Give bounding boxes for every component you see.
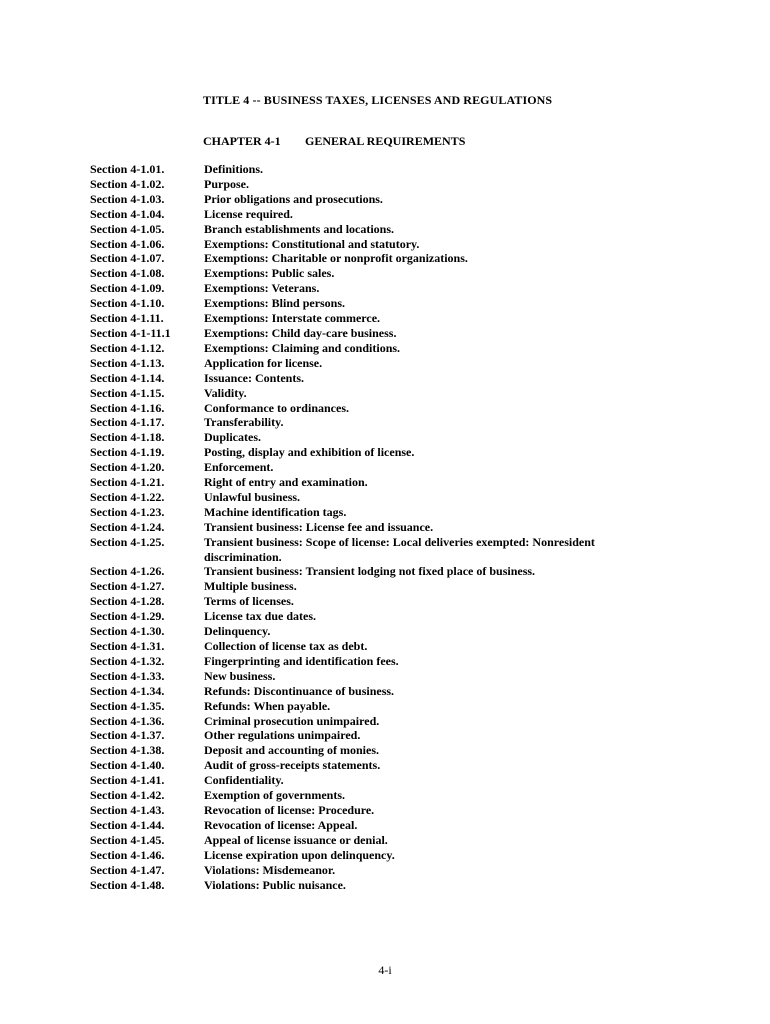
section-title: Refunds: Discontinuance of business.	[204, 683, 395, 698]
section-entry	[90, 758, 650, 773]
section-entry	[90, 326, 650, 341]
section-title: License tax due dates.	[204, 609, 316, 624]
section-entry	[90, 684, 650, 699]
section-title: Exemptions: Public sales.	[204, 266, 335, 281]
section-number: Section 4-1.34.	[90, 683, 165, 698]
section-entry	[90, 833, 650, 848]
section-title: Exemptions: Constitutional and statutory.	[204, 236, 420, 251]
section-entry	[90, 773, 650, 788]
section-entry	[90, 639, 650, 654]
section-title: Posting, display and exhibition of license.	[204, 445, 415, 460]
section-entry	[90, 863, 650, 878]
section-title: Audit of gross-receipts statements.	[204, 758, 381, 773]
section-entry	[90, 281, 650, 296]
section-number: Section 4-1.21.	[90, 475, 165, 490]
section-title: Delinquency.	[204, 624, 271, 639]
section-entry	[90, 445, 650, 460]
section-title: Refunds: When payable.	[204, 698, 331, 713]
section-number: Section 4-1.27.	[90, 579, 165, 594]
section-title: Enforcement.	[204, 460, 274, 475]
section-entry	[90, 788, 650, 803]
section-entry	[90, 460, 650, 475]
section-number: Section 4-1.24.	[90, 519, 165, 534]
document-title: TITLE 4 -- BUSINESS TAXES, LICENSES AND REGULATIONS	[203, 93, 553, 107]
section-title: Duplicates.	[204, 430, 261, 445]
section-title: Collection of license tax as debt.	[204, 639, 368, 653]
section-title: Revocation of license: Procedure.	[204, 802, 375, 817]
section-title: Transient business: Scope of license: Local deliveries exempted: Nonresident discrimination.	[204, 534, 595, 564]
section-title: Multiple business.	[204, 579, 297, 594]
section-title: Conformance to ordinances.	[204, 400, 349, 415]
section-number: Section 4-1.09.	[90, 281, 165, 296]
section-title: Prior obligations and prosecutions.	[204, 191, 383, 206]
section-title: Exemptions: Claiming and conditions.	[204, 340, 401, 355]
section-title: New business.	[204, 668, 276, 683]
section-number: Section 4-1.42.	[90, 788, 165, 803]
section-number: Section 4-1.14.	[90, 370, 165, 385]
section-title: Exemptions: Blind persons.	[204, 296, 346, 311]
section-entry	[90, 803, 650, 818]
section-entry	[90, 237, 650, 252]
section-number: Section 4-1.22.	[90, 489, 165, 504]
section-number: Section 4-1.04.	[90, 206, 165, 221]
section-title: Exemptions: Veterans.	[204, 281, 320, 296]
section-number: Section 4-1.33.	[90, 668, 165, 683]
section-title: Violations: Misdemeanor.	[204, 862, 336, 877]
section-number: Section 4-1.35.	[90, 698, 165, 713]
chapter-heading	[203, 134, 465, 149]
section-title: Transferability.	[204, 415, 284, 430]
section-title: Transient business: Transient lodging not fixed place of business.	[204, 564, 536, 579]
section-number: Section 4-1.45.	[90, 832, 165, 847]
section-entry	[90, 475, 650, 490]
section-entry	[90, 564, 650, 579]
section-number: Section 4-1.43.	[90, 802, 165, 817]
section-entry	[90, 311, 650, 326]
section-title: Machine identification tags.	[204, 504, 347, 519]
section-title: Application for license.	[204, 355, 323, 370]
section-number: Section 4-1.25.	[90, 534, 165, 549]
section-entry	[90, 699, 650, 714]
section-title: Confidentiality.	[204, 773, 284, 788]
section-number: Section 4-1.10.	[90, 296, 165, 311]
section-number: Section 4-1.12.	[90, 340, 165, 355]
section-entry	[90, 251, 650, 266]
section-number: Section 4-1.32.	[90, 653, 165, 668]
section-number: Section 4-1.19.	[90, 445, 165, 460]
chapter-title: GENERAL REQUIREMENTS	[305, 134, 466, 148]
section-number: Section 4-1-11.1	[90, 325, 171, 340]
section-title: Fingerprinting and identification fees.	[204, 653, 399, 668]
section-number: Section 4-1.11.	[90, 311, 164, 326]
section-entry	[90, 624, 650, 639]
section-number: Section 4-1.20.	[90, 460, 165, 475]
section-number: Section 4-1.18.	[90, 430, 165, 445]
section-title: Exemptions: Child day-care business.	[204, 325, 397, 340]
section-entry	[90, 609, 650, 624]
section-number: Section 4-1.40.	[90, 758, 165, 773]
section-entry	[90, 415, 650, 430]
section-number: Section 4-1.06.	[90, 236, 165, 251]
section-title: Appeal of license issuance or denial.	[204, 832, 388, 847]
section-entry	[90, 878, 650, 893]
section-entry	[90, 341, 650, 356]
section-entry	[90, 222, 650, 237]
section-number: Section 4-1.30.	[90, 624, 165, 639]
section-number: Section 4-1.08.	[90, 266, 165, 281]
section-list	[90, 162, 650, 892]
section-entry	[90, 430, 650, 445]
section-entry	[90, 669, 650, 684]
section-number: Section 4-1.38.	[90, 743, 165, 758]
section-title: Transient business: License fee and issuance.	[204, 519, 434, 534]
section-title: Right of entry and examination.	[204, 475, 368, 490]
section-entry	[90, 579, 650, 594]
section-entry	[90, 296, 650, 311]
section-entry	[90, 401, 650, 416]
section-number: Section 4-1.31.	[90, 639, 165, 653]
section-title: License expiration upon delinquency.	[204, 847, 395, 862]
section-title: Exemptions: Charitable or nonprofit organizations.	[204, 251, 468, 266]
section-entry	[90, 490, 650, 505]
section-entry	[90, 848, 650, 863]
section-entry	[90, 386, 650, 401]
section-number: Section 4-1.17.	[90, 415, 165, 430]
section-title: Validity.	[204, 385, 247, 400]
section-number: Section 4-1.36.	[90, 713, 165, 728]
section-entry	[90, 192, 650, 207]
section-number: Section 4-1.07.	[90, 251, 165, 266]
section-number: Section 4-1.15.	[90, 385, 165, 400]
section-number: Section 4-1.01.	[90, 162, 165, 176]
section-number: Section 4-1.05.	[90, 221, 165, 236]
section-title: Definitions.	[204, 162, 264, 176]
section-title: Exemptions: Interstate commerce.	[204, 311, 381, 326]
section-title: Exemption of governments.	[204, 788, 345, 803]
section-title: Terms of licenses.	[204, 594, 294, 609]
section-number: Section 4-1.26.	[90, 564, 165, 579]
section-entry	[90, 505, 650, 520]
section-number: Section 4-1.41.	[90, 773, 165, 788]
section-title: Violations: Public nuisance.	[204, 877, 346, 892]
section-entry	[90, 654, 650, 669]
section-number: Section 4-1.29.	[90, 609, 165, 624]
section-entry	[90, 177, 650, 192]
section-entry	[90, 714, 650, 729]
section-number: Section 4-1.48.	[90, 877, 165, 892]
section-number: Section 4-1.23.	[90, 504, 165, 519]
section-entry	[90, 162, 650, 177]
chapter-number: CHAPTER 4-1	[203, 134, 281, 148]
section-entry	[90, 371, 650, 386]
section-entry	[90, 266, 650, 281]
section-entry	[90, 207, 650, 222]
section-title: Revocation of license: Appeal.	[204, 817, 358, 832]
section-entry	[90, 356, 650, 371]
section-number: Section 4-1.44.	[90, 817, 165, 832]
section-number: Section 4-1.03.	[90, 191, 165, 206]
section-title: Branch establishments and locations.	[204, 221, 395, 236]
section-entry	[90, 594, 650, 609]
section-title: Issuance: Contents.	[204, 370, 305, 385]
section-title: License required.	[204, 206, 293, 221]
section-number: Section 4-1.16.	[90, 400, 165, 415]
section-number: Section 4-1.47.	[90, 862, 165, 877]
section-number: Section 4-1.28.	[90, 594, 165, 609]
section-title: Other regulations unimpaired.	[204, 728, 361, 743]
section-entry	[90, 520, 650, 535]
section-number: Section 4-1.37.	[90, 728, 165, 743]
page-number: 4-i	[378, 963, 392, 977]
section-title: Deposit and accounting of monies.	[204, 743, 380, 758]
section-title: Purpose.	[204, 176, 249, 191]
section-title: Unlawful business.	[204, 489, 301, 504]
section-number: Section 4-1.46.	[90, 847, 165, 862]
section-number: Section 4-1.02.	[90, 176, 165, 191]
section-entry	[90, 728, 650, 743]
section-number: Section 4-1.13.	[90, 355, 165, 370]
section-entry	[90, 743, 650, 758]
section-title: Criminal prosecution unimpaired.	[204, 713, 380, 728]
section-entry	[90, 535, 650, 565]
section-entry	[90, 818, 650, 833]
